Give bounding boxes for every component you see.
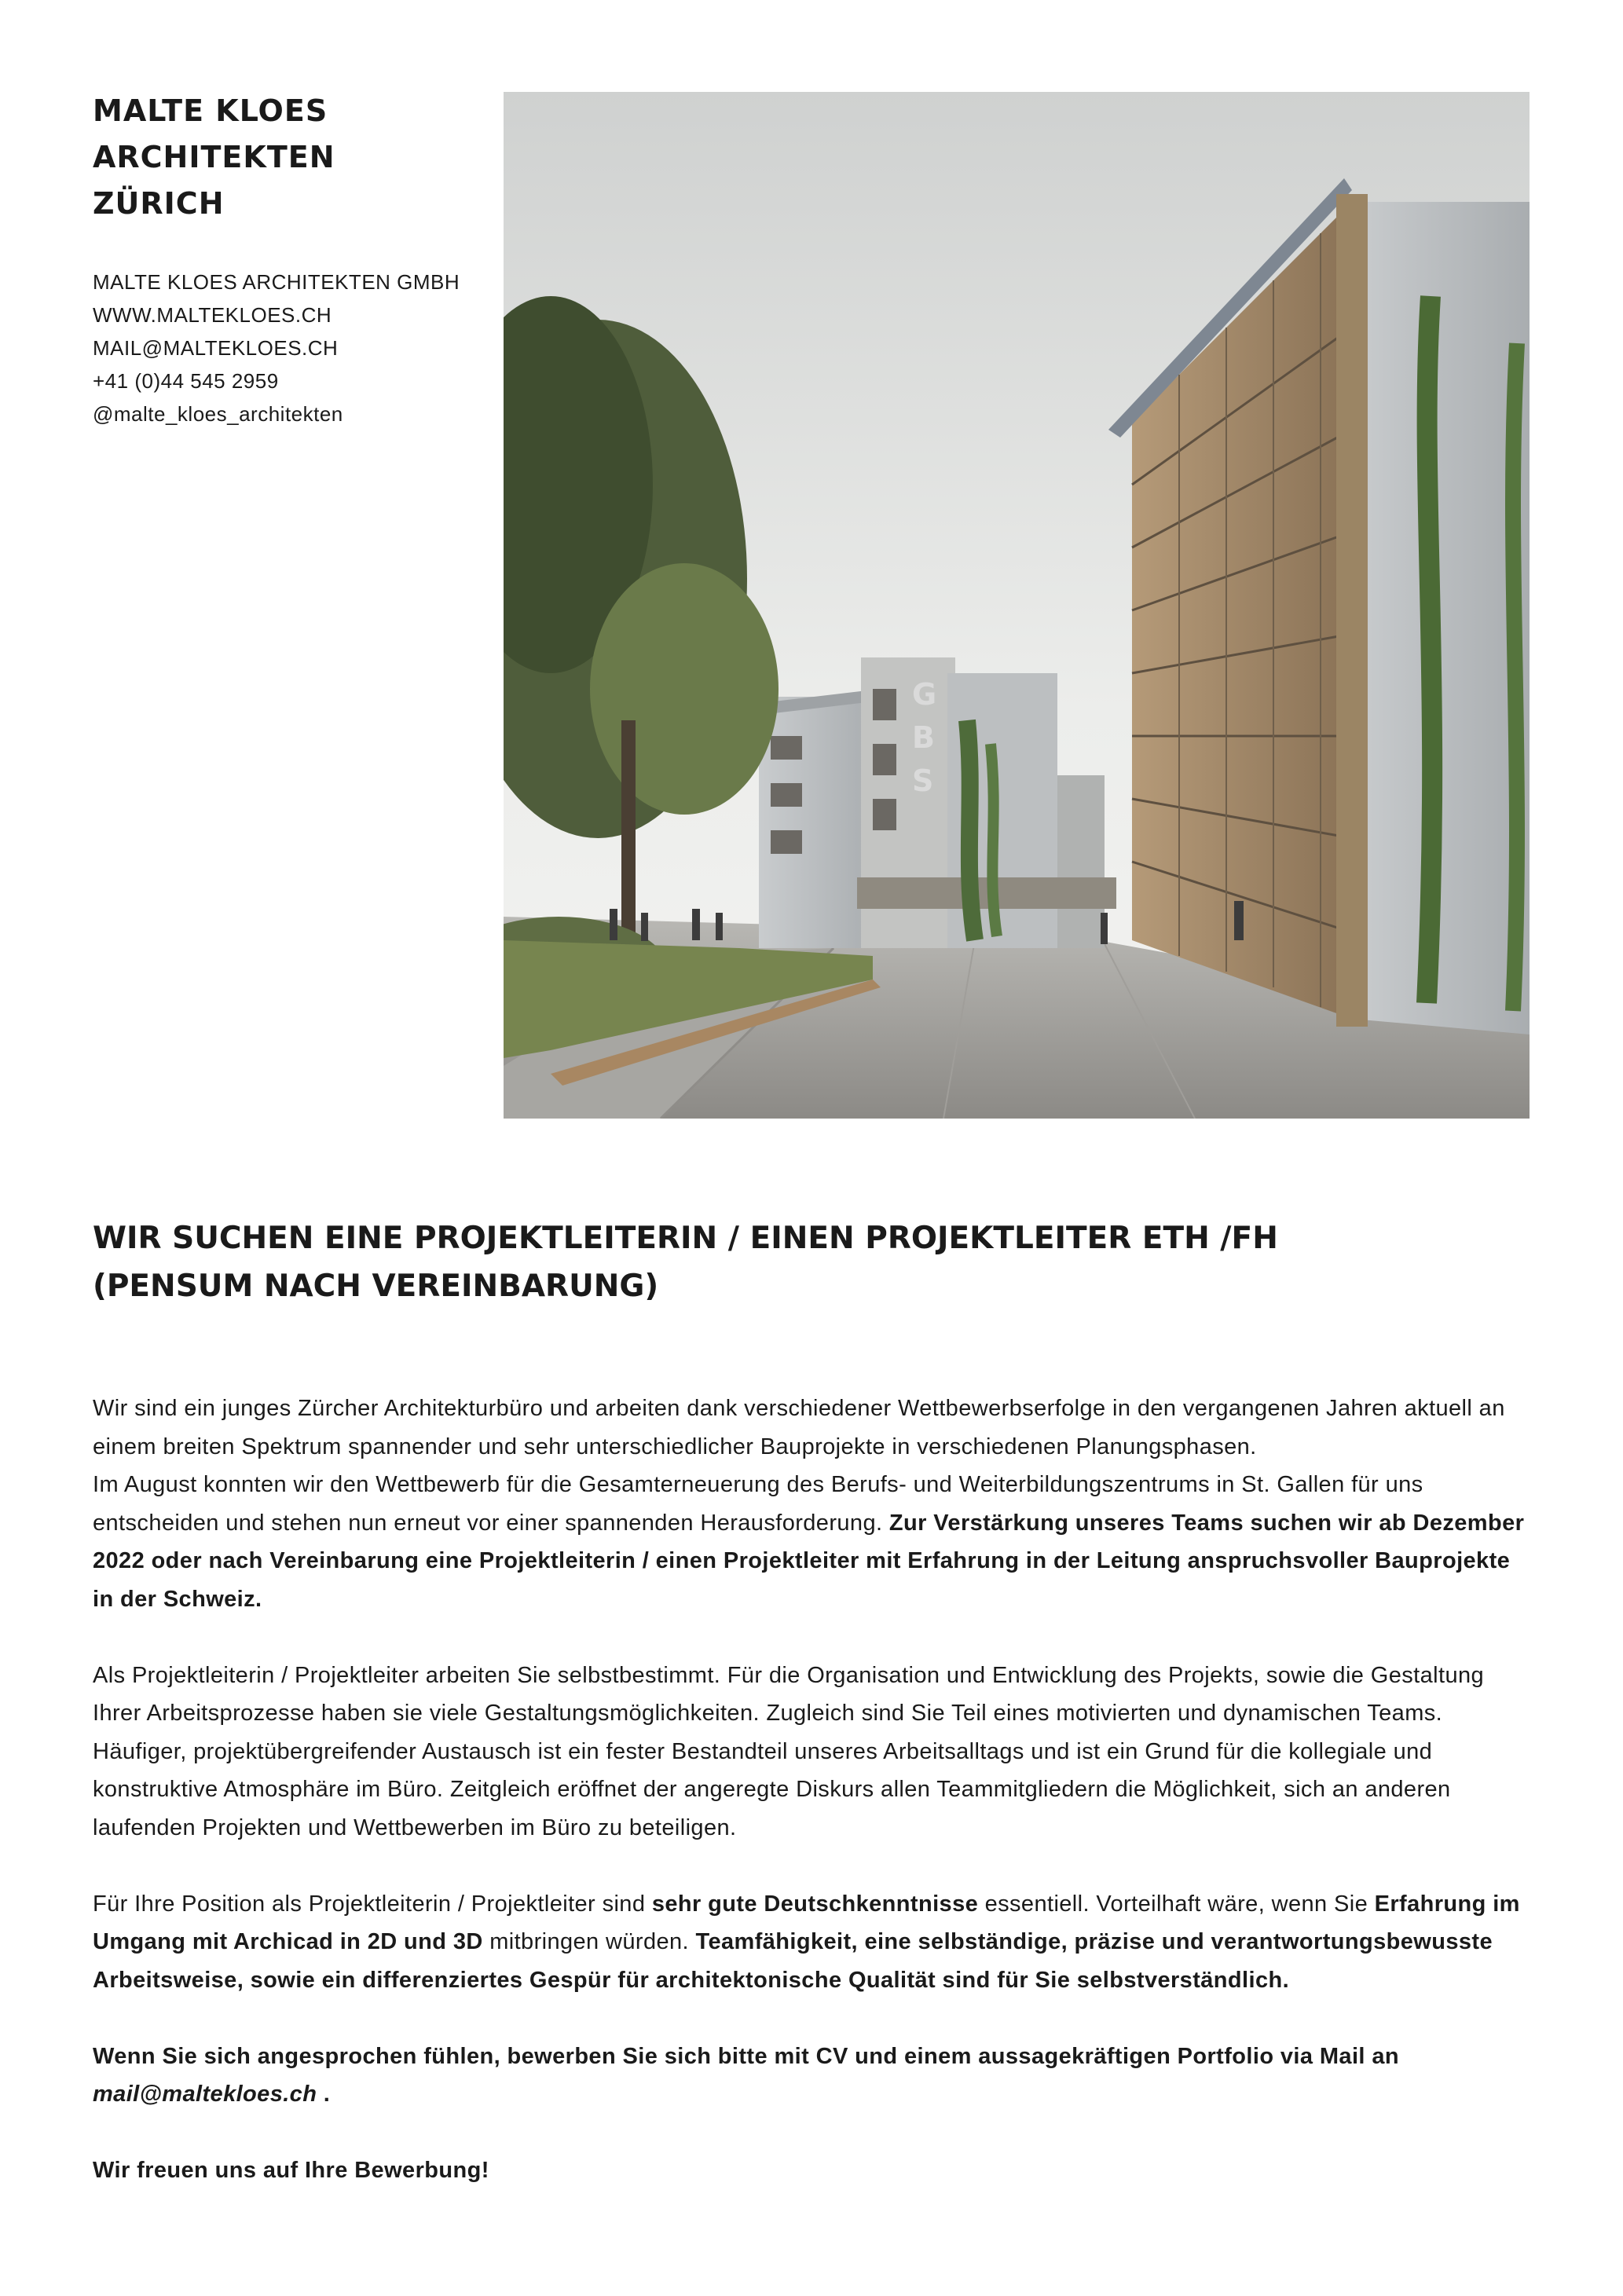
competition-text: Im August konnten wir den Wettbewerb für die Gesamterneuerung des Berufs- und Weiterbildungszentrums in St. Gallen für uns entscheiden und stehen nun erneut vor einer spannenden Herausforderung. [93,1472,1423,1536]
paragraph-application [93,2038,1530,2114]
company-name: MALTE KLOES ARCHITEKTEN GMBH [93,270,460,294]
architecture-rendering [504,92,1530,1119]
team-reinforcement-text: Zur Verstärkung unseres Teams suchen wir ab Dezember 2022 oder nach Vereinbarung eine Projektleiterin / einen Projektleiter mit Erfahrung in der Leitung anspruchsvoller Bauprojekte in der Schweiz. [93,1510,1525,1612]
requirement-soft-skills: Teamfähigkeit, eine selbständige, präzise und verantwortungsbewusste Arbeitsweise, sowie ein differenziertes Gespür für architektonische Qualität sind für Sie selbstverständlich. [93,1929,1493,1993]
hero-rendering-image [504,92,1530,1119]
job-title [93,1214,1530,1310]
paragraph-intro [93,1390,1530,1618]
building-letter-g: G [912,677,937,712]
application-email-link[interactable]: mail@maltekloes.ch [93,2082,317,2107]
requirements-text-3: mitbringen würden. [482,1929,696,1954]
job-title-line-1: WIR SUCHEN EINE PROJEKTLEITERIN / EINEN PROJEKTLEITER ETH /FH [93,1221,1278,1256]
application-period: . [317,2082,331,2107]
requirement-german: sehr gute Deutschkenntnisse [651,1891,979,1917]
paragraph-closing [93,2151,1530,2190]
requirements-text-1: Für Ihre Position als Projektleiterin / Projektleiter sind [93,1891,652,1917]
intro-text: Wir sind ein junges Zürcher Architekturbüro und arbeiten dank verschiedener Wettbewerbserfolge in den vergangenen Jahren aktuell an einem breiten Spektrum spannender und sehr unterschiedlicher Bauprojekte in verschiedenen Planungsphasen. [93,1396,1505,1459]
requirements-text-2: essentiell. Vorteilhaft wäre, wenn Sie [978,1891,1375,1917]
email-link[interactable]: MAIL@MALTEKLOES.CH [93,336,339,360]
paragraph-role: Als Projektleiterin / Projektleiter arbeiten Sie selbstbestimmt. Für die Organisation und Entwicklung des Projekts, sowie die Gestaltung Ihrer Arbeitsprozesse haben sie viele Gestaltungsmöglichkeiten. Zugleich sind Sie Teil eines motivierten und dynamischen Teams. Häufiger, projektübergreifender Austausch ist ein fester Bestandteil unseres Arbeitsalltags und ist ein Grund für die kollegiale und konstruktive Atmosphäre im Büro. Zeitgleich eröffnet der angeregte Diskurs allen Teammitgliedern die Möglichkeit, sich an anderen laufenden Projekten und Wettbewerben im Büro zu beteiligen. [93,1662,1485,1840]
website-link[interactable]: WWW.MALTEKLOES.CH [93,303,332,327]
instagram-handle[interactable]: @malte_kloes_architekten [93,402,343,426]
building-letter-b: B [912,720,935,755]
phone-number: +41 (0)44 545 2959 [93,369,279,393]
paragraph-requirements [93,1885,1530,2000]
job-description [93,1390,1530,2228]
contact-block [93,265,485,430]
requirement-archicad: Erfahrung im Umgang mit Archicad in 2D und 3D [93,1891,1520,1954]
firm-name-line-3: ZÜRICH [93,186,225,221]
firm-name-line-1: MALTE KLOES [93,93,328,128]
job-title-line-2: (PENSUM NACH VEREINBARUNG) [93,1269,659,1304]
firm-name [93,88,470,227]
building-letter-s: S [912,764,934,798]
firm-name-line-2: ARCHITEKTEN [93,140,335,174]
application-text: Wenn Sie sich angesprochen fühlen, bewerben Sie sich bitte mit CV und einem aussagekräftigen Portfolio via Mail an [93,2043,1399,2069]
closing-text: Wir freuen uns auf Ihre Bewerbung! [93,2158,489,2183]
